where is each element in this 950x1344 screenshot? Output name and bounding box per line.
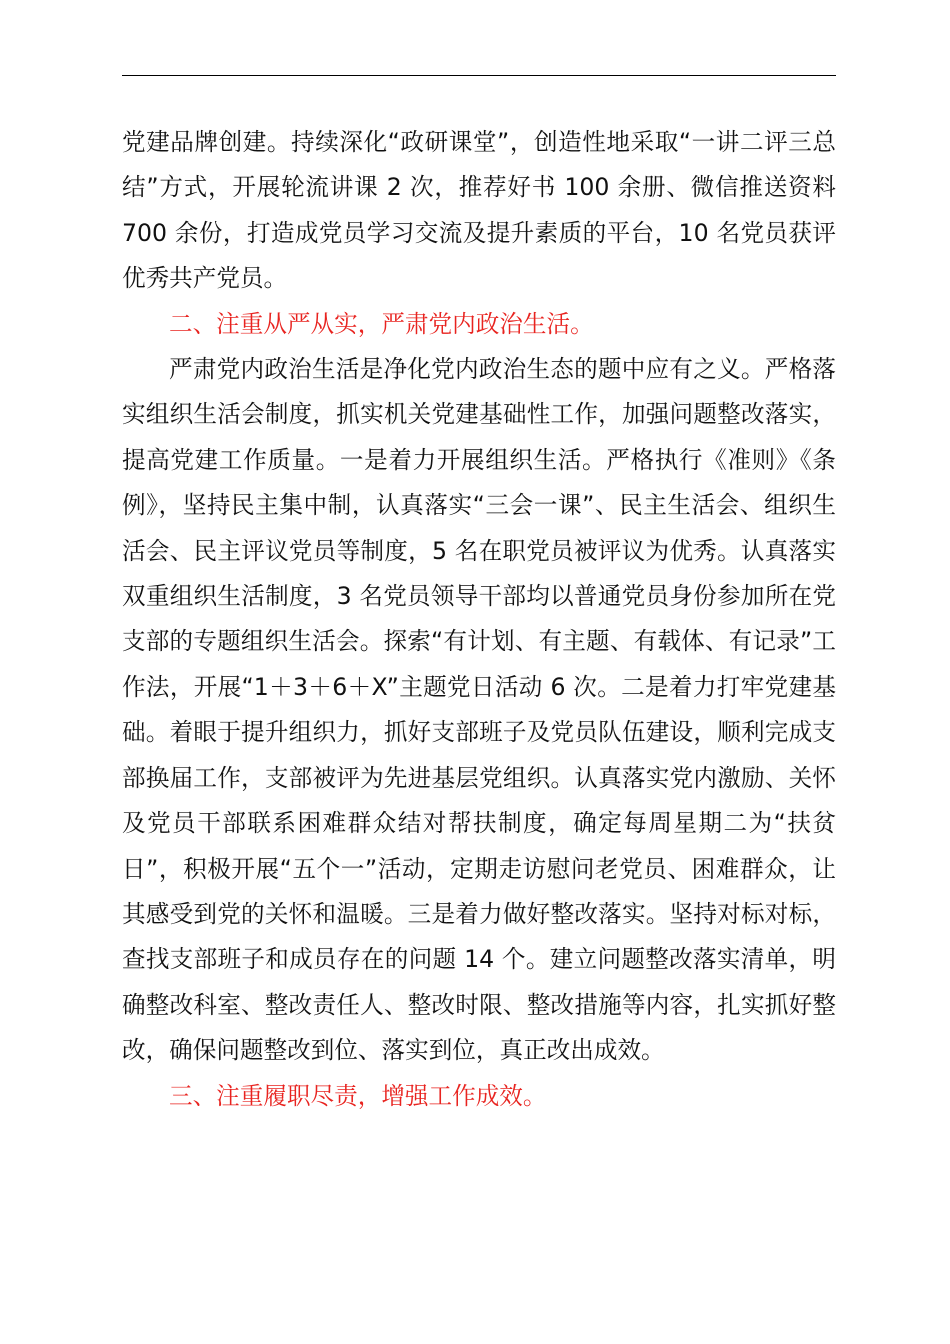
header-rule xyxy=(122,75,836,76)
document-body xyxy=(122,120,836,1119)
section-heading-2: 二、注重从严从实，严肃党内政治生活。 xyxy=(169,309,594,338)
section-heading-3: 三、注重履职尽责，增强工作成效。 xyxy=(169,1081,547,1110)
paragraph-brand-building: 党建品牌创建。持续深化“政研课堂”，创造性地采取“一讲二评三总结”方式，开展轮流讲课 2 次，推荐好书 100 余册、微信推送资料 700 余份，打造成党员学习交流及提升素质的平台，10 名党员获评优秀共产党员。 xyxy=(122,128,836,293)
paragraph-political-life: 严肃党内政治生活是净化党内政治生态的题中应有之义。严格落实组织生活会制度，抓实机关党建基础性工作，加强问题整改落实，提高党建工作质量。一是着力开展组织生活。严格执行《准则》《条例》，坚持民主集中制，认真落实“三会一课”、民主生活会、组织生活会、民主评议党员等制度，5 名在职党员被评议为优秀。认真落实双重组织生活制度，3 名党员领导干部均以普通党员身份参加所在党支部的专题组织生活会。探索“有计划、有主题、有载体、有记录”工作法，开展“1＋3＋6＋X”主题党日活动 6 次。二是着力打牢党建基础。着眼于提升组织力，抓好支部班子及党员队伍建设，顺利完成支部换届工作，支部被评为先进基层党组织。认真落实党内激励、关怀及党员干部联系困难群众结对帮扶制度，确定每周星期二为“扶贫日”，积极开展“五个一”活动，定期走访慰问老党员、困难群众，让其感受到党的关怀和温暖。三是着力做好整改落实。坚持对标对标，查找支部班子和成员存在的问题 14 个。建立问题整改落实清单，明确整改科室、整改责任人、整改时限、整改措施等内容，扎实抓好整改，确保问题整改到位、落实到位，真正改出成效。 xyxy=(122,355,836,1065)
